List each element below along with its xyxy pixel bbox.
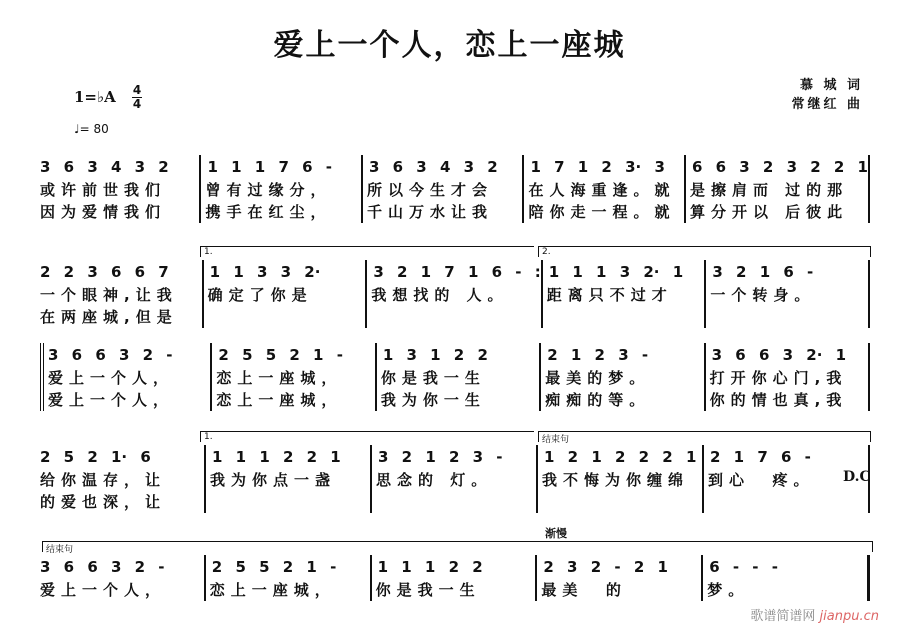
lyric-line: 算分开以 后彼此: [689, 203, 849, 221]
lyricist: 慕 城 词: [799, 78, 863, 93]
note-sequence: 3 6 6 3 2 -: [48, 346, 173, 364]
lyric-line: 你是我一生: [380, 369, 486, 387]
da-capo-mark: D.C: [843, 469, 871, 485]
note-sequence: 1 1 1 7 6 -: [207, 158, 333, 176]
watermark-url: jianpu.cn: [819, 609, 879, 624]
measure: [363, 155, 524, 223]
composer: 常继红 曲: [791, 97, 863, 112]
score-system: [40, 527, 870, 601]
note-sequence: 1 2 1 2 2 2 1: [544, 448, 697, 466]
score-system: [40, 343, 870, 411]
note-sequence: 2 5 5 2 1 -: [211, 558, 337, 576]
note-sequence: 1 1 1 3 2· 1: [548, 263, 684, 281]
lyric-line: 曾有过缘分，: [205, 181, 332, 199]
note-sequence: 3 2 1 2 3 -: [378, 448, 503, 466]
note-sequence: 3 2 1 7 1 6 - :: [373, 263, 541, 281]
measure: [377, 343, 541, 411]
lyric-line: 的爱也深，让: [40, 493, 167, 511]
lyric-line: 打开你心门,我: [709, 369, 848, 387]
measure-row: [40, 555, 870, 601]
note-sequence: 6 6 3 2 3 2 2 1: [691, 158, 868, 176]
volta-bracket-1: 1.: [200, 431, 534, 442]
lyric-line: 是擦肩而 过的那: [689, 181, 849, 199]
measure-row: [40, 343, 870, 411]
note-sequence: 2 2 3 6 6 7: [40, 263, 169, 281]
note-sequence: 3 6 3 4 3 2: [40, 158, 169, 176]
measure: [524, 155, 685, 223]
score-system: [40, 247, 870, 328]
lyric-line: 携手在红尘，: [205, 203, 332, 221]
time-denominator: 4: [132, 97, 142, 111]
lyric-line: 痴痴的等。: [545, 391, 651, 409]
measure: [706, 260, 870, 328]
measure-row: [40, 155, 870, 223]
lyric-line: 梦。: [707, 581, 750, 599]
measure: [372, 555, 538, 601]
time-numerator: 4: [132, 83, 142, 97]
lyric-line: 最美 的: [541, 581, 627, 599]
measure: [541, 343, 705, 411]
note-sequence: 1 3 1 2 2: [382, 346, 488, 364]
lyric-line: 到心 疼。: [708, 471, 815, 489]
lyric-line: 爱上一个人，: [48, 391, 175, 409]
lyric-line: 我想找的 人。: [371, 286, 509, 304]
lyric-line: 或许前世我们: [40, 181, 167, 199]
note-sequence: 1 1 1 2 2 1: [212, 448, 341, 466]
volta-bracket-2: 结束句: [538, 431, 871, 442]
lyric-line: 在人海重逢。就: [528, 181, 676, 199]
measure: [538, 445, 704, 513]
measure: [543, 260, 707, 328]
measure: [204, 260, 368, 328]
volta-bracket-1: 1.: [200, 246, 534, 257]
note-sequence: 6 - - -: [709, 558, 778, 576]
measure: [40, 155, 201, 223]
measure: [537, 555, 703, 601]
lyric-line: 你是我一生: [375, 581, 481, 599]
note-sequence: 3 6 3 4 3 2: [368, 158, 498, 176]
lyric-line: 恋上一座城，: [216, 369, 343, 387]
measure: [367, 260, 542, 328]
tempo-change-mark: 渐慢: [545, 527, 567, 540]
measure-row: [40, 260, 870, 328]
note-sequence: 1 1 3 3 2·: [209, 263, 321, 281]
score-system: [40, 155, 870, 223]
measure: [703, 555, 870, 601]
tempo-marking: ♩= 80: [74, 122, 109, 136]
lyric-line: 千山万水让我: [366, 203, 493, 221]
credits: [791, 76, 863, 114]
measure-row: [40, 445, 870, 513]
volta-bracket-2: 2.: [538, 246, 871, 257]
note-sequence: 3 6 6 3 2· 1: [711, 346, 847, 364]
watermark: [750, 605, 879, 624]
lyric-line: 思念的 灯。: [376, 471, 493, 489]
lyric-line: 在两座城,但是: [40, 308, 178, 326]
lyric-line: 恋上一座城，: [209, 581, 336, 599]
measure: [706, 343, 870, 411]
lyric-line: 确定了你是: [207, 286, 313, 304]
measure: [686, 155, 870, 223]
lyric-line: 我不悔为你缠绵: [542, 471, 690, 489]
score-system: [40, 432, 871, 513]
lyric-line: 最美的梦。: [545, 369, 651, 387]
lyric-line: 恋上一座城，: [216, 391, 343, 409]
watermark-cn: 歌谱简谱网: [750, 609, 816, 624]
lyric-line: 你的情也真,我: [709, 391, 848, 409]
note-sequence: 1 7 1 2 3· 3: [530, 158, 665, 176]
key-signature: 1=♭A: [74, 88, 116, 106]
measure: [201, 155, 362, 223]
song-title: 爱上一个人，恋上一座城: [273, 28, 626, 63]
ending-bracket: 结束句: [42, 541, 873, 552]
measure: [206, 555, 372, 601]
lyric-line: 给你温存，让: [40, 471, 167, 489]
lyric-line: 距离只不过才: [546, 286, 673, 304]
lyric-line: 我为你一生: [380, 391, 486, 409]
note-sequence: 2 1 7 6 -: [710, 448, 811, 466]
lyric-line: 一个眼神,让我: [40, 286, 178, 304]
note-sequence: 2 5 2 1· 6: [40, 448, 151, 466]
measure: [40, 445, 206, 513]
measure: [206, 445, 372, 513]
lyric-line: 因为爱情我们: [40, 203, 167, 221]
time-signature: [132, 84, 142, 111]
lyric-line: 所以今生才会: [366, 181, 493, 199]
note-sequence: 2 5 5 2 1 -: [218, 346, 343, 364]
measure: [40, 555, 206, 601]
lyric-line: 我为你点一盏: [210, 471, 337, 489]
measure: [372, 445, 538, 513]
lyric-line: 爱上一个人，: [40, 581, 167, 599]
note-sequence: 2 1 2 3 -: [547, 346, 649, 364]
lyric-line: 爱上一个人，: [48, 369, 175, 387]
lyric-line: 陪你走一程。就: [528, 203, 676, 221]
note-sequence: 2 3 2 - 2 1: [543, 558, 668, 576]
note-sequence: 3 6 6 3 2 -: [40, 558, 165, 576]
note-sequence: 1 1 1 2 2: [377, 558, 483, 576]
measure: [212, 343, 376, 411]
measure: [40, 260, 204, 328]
note-sequence: 3 2 1 6 -: [712, 263, 814, 281]
measure: [40, 343, 212, 411]
lyric-line: 一个转身。: [710, 286, 816, 304]
